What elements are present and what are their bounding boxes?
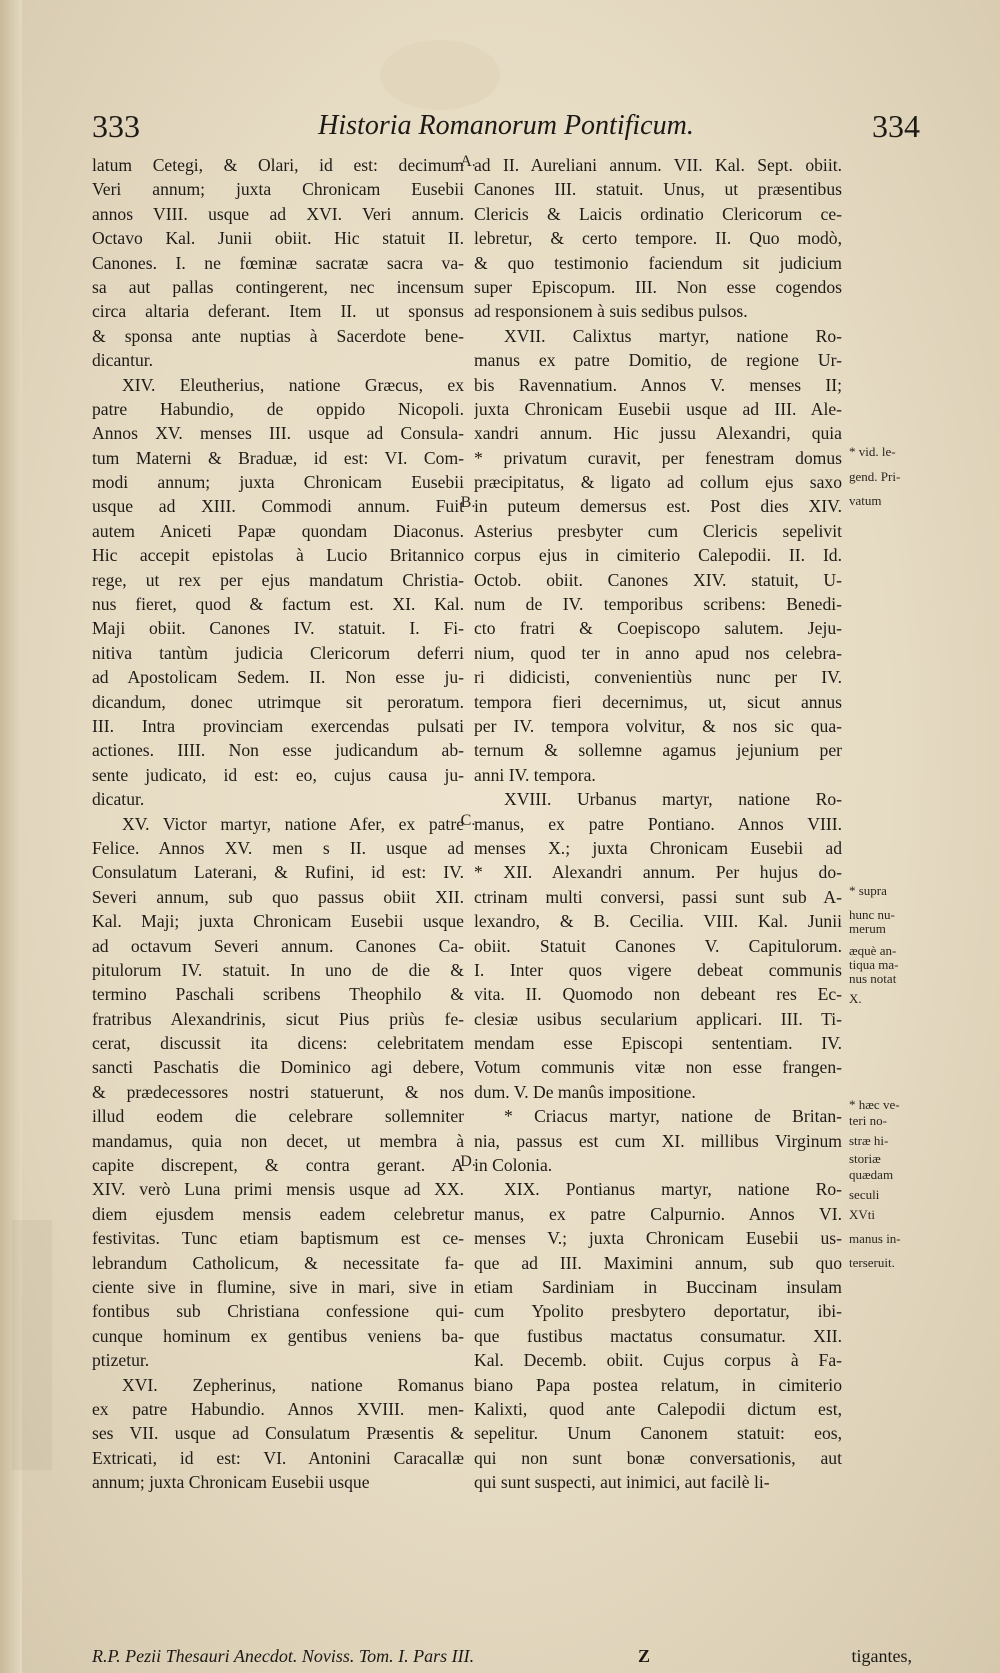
text-line: ternum & sollemne agamus jejunium per <box>474 740 842 761</box>
text-line: XV. Victor martyr, natione Afer, ex patre <box>122 813 464 834</box>
text-line: clesiæ usibus secularium applicari. III. Ti- <box>474 1008 842 1029</box>
text-line: manus ex patre Domitio, de regione Ur- <box>474 350 842 371</box>
text-line: ctrinam multi conversi, passi sunt sub A- <box>474 886 842 907</box>
text-line: Canones III. statuit. Unus, ut præsentibus <box>474 179 842 200</box>
text-line: capite discrepent, & contra gerant. A <box>92 1155 464 1176</box>
text-line: Octavo Kal. Junii obiit. Hic statuit II. <box>92 228 464 249</box>
text-line: festivitas. Tunc etiam baptismum est ce- <box>92 1228 464 1249</box>
text-line: sente judicato, id est: eo, cujus causa ju- <box>92 764 464 785</box>
text-line: in puteum demersus est. Post dies XIV. <box>474 496 842 517</box>
running-title: Historia Romanorum Pontificum. <box>318 110 694 141</box>
text-line: & prædecessores nostri statuerunt, & nos <box>92 1081 464 1102</box>
text-line: Asterius presbyter cum Clericis sepelivit <box>474 520 842 541</box>
text-line: Veri annum; juxta Chronicam Eusebii <box>92 179 464 200</box>
text-line: actiones. IIII. Non esse judicandum ab- <box>92 740 464 761</box>
text-line: illud eodem die celebrare sollemniter <box>92 1106 464 1127</box>
text-line: XIX. Pontianus martyr, natione Ro- <box>504 1179 842 1200</box>
text-line: xandri annum. Hic jussu Alexandri, quia <box>474 423 842 444</box>
text-line: fratribus Alexandrinis, sicut Pius priùs fe- <box>92 1008 464 1029</box>
text-line: Severi annum, sub quo passus obiit XII. <box>92 886 464 907</box>
margin-note: * vid. le- <box>849 444 896 459</box>
text-line: nitiva tantùm judicia Clericorum deferri <box>92 642 464 663</box>
margin-note: seculi <box>849 1187 880 1202</box>
text-line: XVII. Calixtus martyr, natione Ro- <box>504 325 842 346</box>
text-line: tempora fieri decernimus, ut, sicut annus <box>474 691 842 712</box>
text-line: latum Cetegi, & Olari, id est: decimum <box>92 155 464 175</box>
text-line: manus, ex patre Calpurnio. Annos VI. <box>474 1203 842 1224</box>
text-line: dicantur. <box>92 350 154 371</box>
text-line: annum; juxta Chronicam Eusebii usque <box>92 1472 370 1493</box>
text-line: ad Apostolicam Sedem. II. Non esse ju- <box>92 667 464 688</box>
text-line: lebrandum Catholicum, & necessitate fa- <box>92 1252 464 1273</box>
margin-note: æquè an- <box>849 943 897 958</box>
text-line: ptizetur. <box>92 1350 150 1371</box>
text-line: cum Ypolito presbytero deportatur, ibi- <box>474 1301 842 1322</box>
text-line: * privatum curavit, per fenestram domus <box>474 447 842 468</box>
gutter-letter: A. <box>460 153 476 170</box>
text-line: Felice. Annos XV. men s II. usque ad <box>92 837 464 858</box>
text-line: menses V.; juxta Chronicam Eusebii us- <box>474 1228 842 1249</box>
gutter-letter: D. <box>460 1153 476 1170</box>
margin-note: hunc nu- <box>849 907 895 922</box>
text-line: tum Materni & Braduæ, id est: VI. Com- <box>92 447 464 468</box>
margin-note: vatum <box>849 493 882 508</box>
text-line: XIV. Eleutherius, natione Græcus, ex <box>122 374 464 395</box>
text-line: autem Aniceti Papæ quondam Diaconus. <box>92 520 464 541</box>
text-line: Kal. Decemb. obiit. Cujus corpus à Fa- <box>474 1350 842 1371</box>
text-line: etiam Sardiniam in Buccinam insulam <box>474 1276 842 1297</box>
text-line: manus, ex patre Pontiano. Annos VIII. <box>474 813 842 834</box>
catchword: tigantes, <box>851 1646 912 1666</box>
page-number-left: 333 <box>92 108 140 144</box>
text-line: super Episcopum. III. Non esse cogendos <box>474 276 842 297</box>
text-line: ad octavum Severi annum. Canones Ca- <box>92 935 464 956</box>
text-line: cto fratri & Coepiscopo salutem. Jeju- <box>474 618 842 639</box>
text-line: qui non sunt bonæ conversationis, aut <box>474 1447 842 1468</box>
text-line: modi annum; juxta Chronicam Eusebii <box>92 472 464 493</box>
gutter-letter: C. <box>460 812 476 829</box>
text-line: bis Ravennatium. Annos V. menses II; <box>474 374 842 395</box>
paper-stain <box>380 40 500 110</box>
text-line: & quo testimonio faciendum sit judicium <box>474 252 842 273</box>
text-line: que ad III. Maximini annum, sub quo <box>474 1252 842 1273</box>
margin-note: manus in- <box>849 1231 901 1246</box>
text-line: patre Habundio, de oppido Nicopoli. <box>92 398 464 419</box>
text-line: ad responsionem à suis sedibus pulsos. <box>474 301 748 322</box>
margin-note: quædam <box>849 1167 894 1182</box>
text-line: Extricati, id est: VI. Antonini Caracallæ <box>92 1447 464 1468</box>
text-line: XVIII. Urbanus martyr, natione Ro- <box>504 789 842 810</box>
margin-note: X. <box>849 991 862 1006</box>
text-line: ciente sive in flumine, sive in mari, sive in <box>92 1276 464 1297</box>
text-line: * Criacus martyr, natione de Britan- <box>504 1106 842 1127</box>
margin-note: merum <box>849 921 886 936</box>
text-line: cerat, discussit ita dicens: celebritatem <box>92 1033 464 1054</box>
text-line: diem ejusdem mensis eadem celebretur <box>92 1203 464 1224</box>
margin-note: tiqua ma- <box>849 957 899 972</box>
text-line: num de IV. temporibus scribens: Benedi- <box>474 594 842 615</box>
left-text-column <box>92 153 464 1494</box>
text-line: ex patre Habundio. Annos XVIII. men- <box>92 1398 464 1419</box>
text-line: præcipitatus, & ligato ad collum ejus saxo <box>474 472 842 493</box>
text-line: Hic accepit epistolas à Lucio Britannico <box>92 545 464 566</box>
text-line: dicandum, donec utrimque sit peroratum. <box>92 691 464 712</box>
text-line: biano Papa postea relatum, in cimiterio <box>474 1374 842 1395</box>
text-line: ses VII. usque ad Consulatum Præsentis & <box>92 1423 464 1444</box>
text-line: termino Paschali scribens Theophilo & <box>92 984 464 1005</box>
text-line: rege, ut rex per ejus mandatum Christia- <box>92 569 464 590</box>
text-line: XIV. verò Luna primi mensis usque ad XX. <box>92 1179 464 1200</box>
text-line: corpus ejus in cimiterio Calepodii. II. Id. <box>474 545 842 566</box>
text-line: dum. V. De manûs impositione. <box>474 1081 696 1102</box>
text-line: ri didicisti, convenientiùs nunc per IV. <box>474 667 842 688</box>
text-line: fontibus sub Christiana confessione qui- <box>92 1301 464 1322</box>
text-line: ad II. Aureliani annum. VII. Kal. Sept. obiit. <box>474 155 842 175</box>
text-line: III. Intra provinciam exercendas pulsati <box>92 715 464 736</box>
text-line: circa altaria deferant. Item II. ut sponsus <box>92 301 464 322</box>
text-line: * XII. Alexandri annum. Per hujus do- <box>474 862 842 883</box>
margin-note: * hæc ve- <box>849 1097 900 1112</box>
text-line: juxta Chronicam Eusebii usque ad III. Ale- <box>474 398 842 419</box>
text-line: que fustibus mactatus consumatur. XII. <box>474 1325 842 1346</box>
paper-stain <box>12 1220 52 1470</box>
margin-note: teri no- <box>849 1113 887 1128</box>
text-line: mandamus, quia non decet, ut membra à <box>92 1130 464 1151</box>
text-line: per IV. tempora volvitur, & nos sic qua- <box>474 715 842 736</box>
text-line: & sponsa ante nuptias à Sacerdote bene- <box>92 325 464 346</box>
text-line: Votum communis vitæ non esse frangen- <box>474 1057 842 1078</box>
margin-note: XVti <box>849 1207 875 1222</box>
text-line: I. Inter quos vigere debeat communis <box>474 959 842 980</box>
footer-signature: R.P. Pezii Thesauri Anecdot. Noviss. Tom. I. Pars III. <box>92 1646 475 1666</box>
page-number-right: 334 <box>872 108 920 144</box>
text-line: Kalixti, quod ante Calepodii dictum est, <box>474 1398 842 1419</box>
text-line: Canones. I. ne fœminæ sacratæ sacra va- <box>92 252 464 273</box>
text-line: qui sunt suspecti, aut inimici, aut facilè li- <box>474 1472 770 1493</box>
text-line: annos VIII. usque ad XVI. Veri annum. <box>92 203 464 224</box>
text-line: Consulatum Laterani, & Rufini, id est: IV. <box>92 862 464 883</box>
text-line: anni IV. tempora. <box>474 764 596 785</box>
sheet-signature-mark: Z <box>638 1646 651 1666</box>
margin-note: terseruit. <box>849 1255 895 1270</box>
page-footer <box>92 1646 912 1672</box>
text-line: sancti Paschatis die Dominico agi debere, <box>92 1057 464 1078</box>
text-line: sepelitur. Unum Canonem statuit: eos, <box>474 1423 842 1444</box>
text-line: nus fieret, quod & factum est. XI. Kal. <box>92 594 464 615</box>
text-line: lebretur, & certo tempore. II. Quo modò, <box>474 228 842 249</box>
text-line: dicatur. <box>92 789 145 810</box>
text-line: Maji obiit. Canones IV. statuit. I. Fi- <box>92 618 464 639</box>
margin-note: storiæ <box>849 1151 881 1166</box>
right-text-column <box>474 153 842 1494</box>
text-line: vita. II. Quomodo non debeant res Ec- <box>474 984 842 1005</box>
text-line: cunque hominum ex gentibus veniens ba- <box>92 1325 464 1346</box>
margin-note: * supra <box>849 883 887 898</box>
gutter-letter: B. <box>460 494 476 511</box>
text-line: in Colonia. <box>474 1155 553 1176</box>
text-line: pitulorum IV. statuit. In uno de die & <box>92 959 464 980</box>
margin-note: gend. Pri- <box>849 469 901 484</box>
text-line: menses X.; juxta Chronicam Eusebii ad <box>474 837 842 858</box>
text-line: Octob. obiit. Canones XIV. statuit, U- <box>474 569 842 590</box>
text-line: nia, passus est cum XI. millibus Virginum <box>474 1130 842 1151</box>
text-line: Annos XV. menses III. usque ad Consula- <box>92 423 464 444</box>
text-line: lexandro, & B. Cecilia. VIII. Kal. Junii <box>474 911 842 932</box>
text-line: Kal. Maji; juxta Chronicam Eusebii usque <box>92 911 464 932</box>
text-line: nium, quod ter in anno apud nos celebra- <box>474 642 842 663</box>
text-line: XVI. Zepherinus, natione Romanus <box>122 1374 464 1395</box>
running-header <box>92 108 920 152</box>
text-line: Clericis & Laicis ordinatio Clericorum ce- <box>474 203 842 224</box>
text-line: mendam esse Episcopi sententiam. IV. <box>474 1033 842 1054</box>
text-line: sa aut pallas contingerent, nec incensum <box>92 276 464 297</box>
text-line: usque ad XIII. Commodi annum. Fuit <box>92 496 464 517</box>
text-line: obiit. Statuit Canones V. Capitulorum. <box>474 935 842 956</box>
margin-note: stræ hi- <box>849 1133 889 1148</box>
margin-note: nus notat <box>849 971 897 986</box>
